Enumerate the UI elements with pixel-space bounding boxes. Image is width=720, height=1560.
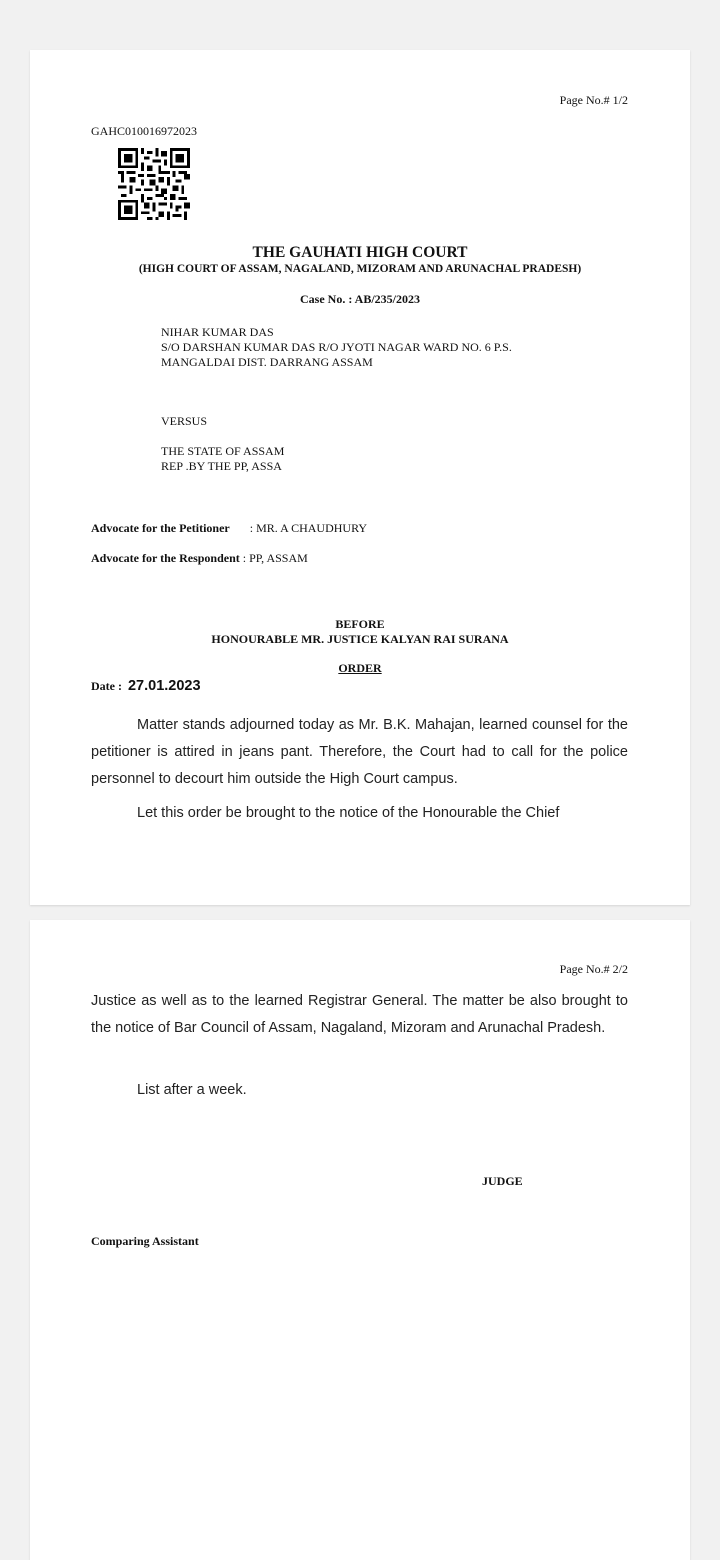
page-number: Page No.# 1/2 xyxy=(559,93,628,107)
order-date-row xyxy=(91,677,201,695)
before-label: BEFORE xyxy=(335,617,385,631)
respondent-rep: REP .BY THE PP, ASSA xyxy=(161,459,282,473)
qr-code-icon xyxy=(118,148,190,220)
advocate-petitioner-value: : MR. A CHAUDHURY xyxy=(249,521,368,535)
justice-name: HONOURABLE MR. JUSTICE KALYAN RAI SURANA xyxy=(211,632,509,646)
advocate-petitioner-row xyxy=(91,521,367,536)
petitioner-name: NIHAR KUMAR DAS xyxy=(161,325,274,339)
order-paragraph-continued: Justice as well as to the learned Registrar General. The matter be also brought to the notice of Bar Council of Assam, Nagaland, Mizoram and Arunachal Pradesh. xyxy=(91,993,628,1036)
comparing-assistant-label: Comparing Assistant xyxy=(91,1234,199,1248)
case-number: Case No. : AB/235/2023 xyxy=(300,292,420,306)
advocate-respondent-value: : PP, ASSAM xyxy=(242,551,308,565)
order-paragraph-list: List after a week. xyxy=(137,1082,247,1098)
advocate-respondent-row xyxy=(91,551,308,566)
document-page-1 xyxy=(30,50,690,905)
document-page-2 xyxy=(30,920,690,1560)
petitioner-address-line2: MANGALDAI DIST. DARRANG ASSAM xyxy=(161,355,373,369)
judge-signature-label: JUDGE xyxy=(482,1174,523,1188)
versus-label: VERSUS xyxy=(161,414,208,428)
order-heading: ORDER xyxy=(338,661,382,675)
advocate-petitioner-label: Advocate for the Petitioner xyxy=(91,521,230,535)
advocate-respondent-label: Advocate for the Respondent xyxy=(91,551,240,565)
order-paragraph-1: Matter stands adjourned today as Mr. B.K. Mahajan, learned counsel for the petitioner is attired in jeans pant. Therefore, the Court had to call for the police personnel to decourt him outside the High Court campus. xyxy=(91,717,628,787)
respondent-name: THE STATE OF ASSAM xyxy=(161,444,285,458)
court-title: THE GAUHATI HIGH COURT xyxy=(252,244,468,261)
order-paragraph-2: Let this order be brought to the notice of the Honourable the Chief xyxy=(137,805,560,821)
court-subtitle: (HIGH COURT OF ASSAM, NAGALAND, MIZORAM AND ARUNACHAL PRADESH) xyxy=(138,263,582,275)
page-number: Page No.# 2/2 xyxy=(559,962,628,976)
cnr-number: GAHC010016972023 xyxy=(91,124,198,138)
petitioner-address-line1: S/O DARSHAN KUMAR DAS R/O JYOTI NAGAR WARD NO. 6 P.S. xyxy=(161,340,512,354)
date-label: Date : xyxy=(91,679,122,693)
date-value: 27.01.2023 xyxy=(127,678,201,694)
